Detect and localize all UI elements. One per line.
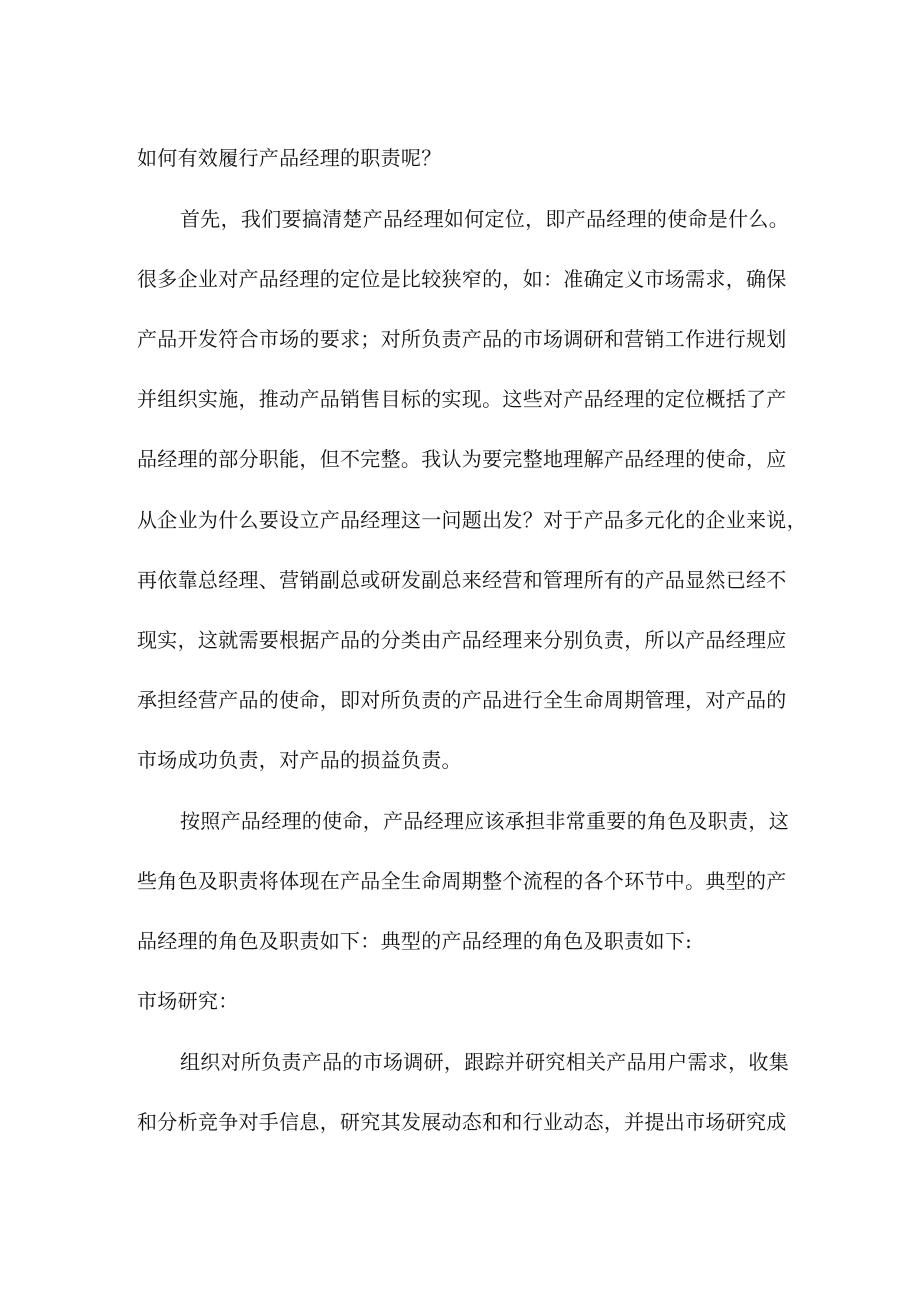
paragraph-1-line-1: 首先，我们要搞清楚产品经理如何定位，即产品经理的使命是什么。 — [180, 207, 789, 231]
paragraph-1-line-4: 并组织实施，推动产品销售目标的实现。这些对产品经理的定位概括了产 — [137, 387, 787, 411]
paragraph-1-line-3: 产品开发符合市场的要求；对所负责产品的市场调研和营销工作进行规划 — [137, 327, 787, 351]
paragraph-1-line-5: 品经理的部分职能，但不完整。我认为要完整地理解产品经理的使命，应 — [137, 447, 787, 471]
paragraph-2-line-1: 按照产品经理的使命，产品经理应该承担非常重要的角色及职责，这 — [180, 809, 789, 833]
paragraph-2-line-2: 些角色及职责将体现在产品全生命周期整个流程的各个环节中。典型的产 — [137, 869, 787, 893]
paragraph-2-line-3: 品经理的角色及职责如下：典型的产品经理的角色及职责如下: — [137, 929, 693, 953]
paragraph-1-line-7: 再依靠总经理、营销副总或研发副总来经营和管理所有的产品显然已经不 — [137, 568, 787, 592]
paragraph-1-line-9: 承担经营产品的使命，即对所负责的产品进行全生命周期管理，对产品的 — [137, 688, 787, 712]
paragraph-3-line-2: 和分析竞争对手信息，研究其发展动态和和行业动态，并提出市场研究成 — [137, 1110, 787, 1134]
paragraph-1-line-2: 很多企业对产品经理的定位是比较狭窄的，如：准确定义市场需求，确保 — [137, 267, 787, 291]
paragraph-3-line-1: 组织对所负责产品的市场调研，跟踪并研究相关产品用户需求，收集 — [180, 1050, 789, 1074]
paragraph-1-line-8: 现实，这就需要根据产品的分类由产品经理来分别负责，所以产品经理应 — [137, 628, 787, 652]
paragraph-1-line-6: 从企业为什么要设立产品经理这一问题出发？对于产品多元化的企业来说， — [137, 508, 807, 532]
section-heading: 市场研究： — [137, 989, 239, 1013]
paragraph-1-line-10: 市场成功负责，对产品的损益负责。 — [137, 748, 462, 772]
document-heading: 如何有效履行产品经理的职责呢？ — [137, 146, 442, 170]
